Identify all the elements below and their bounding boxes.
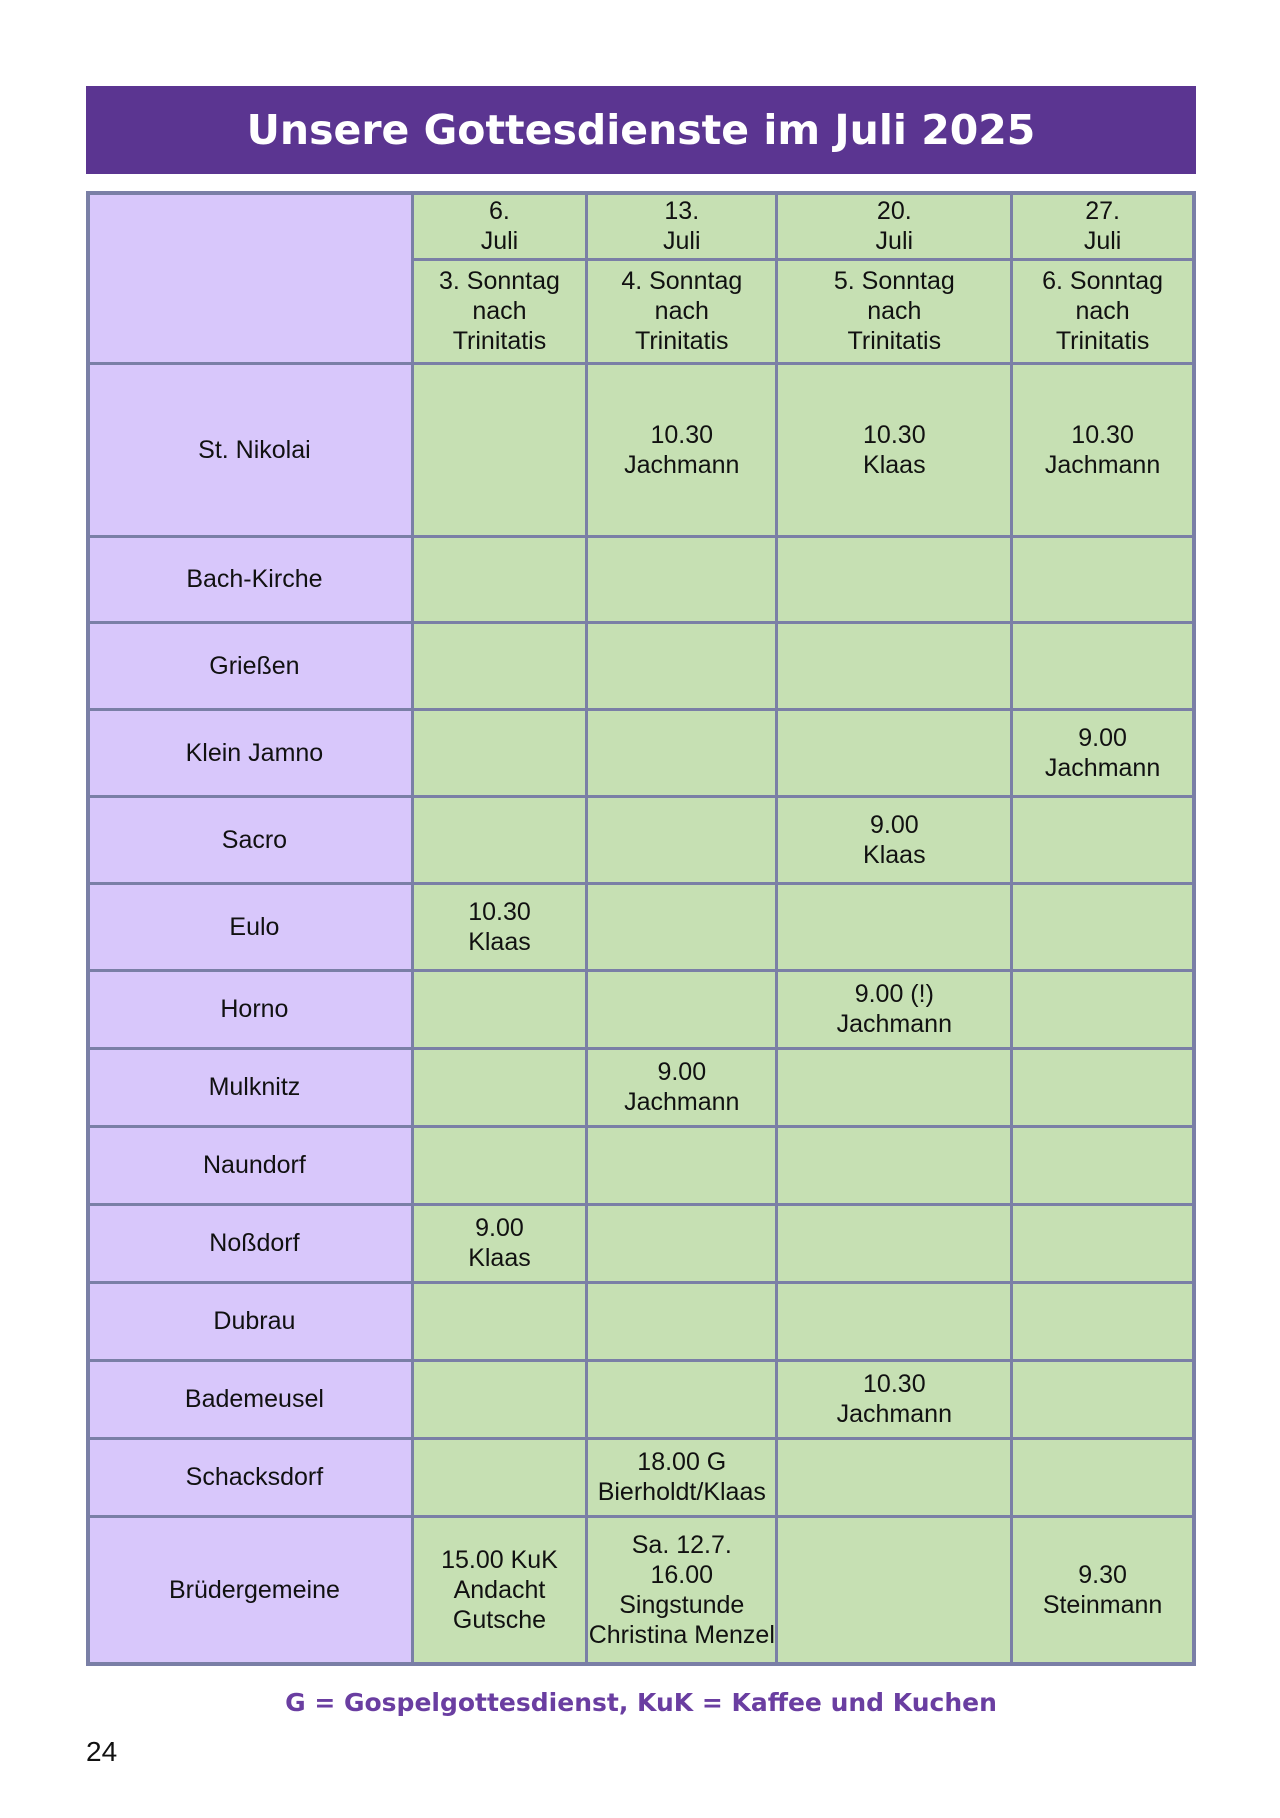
table-row <box>88 536 1194 622</box>
table-row <box>88 709 1194 796</box>
place-name: Dubrau <box>88 1282 412 1360</box>
service-cell <box>412 1282 586 1360</box>
service-cell: 15.00 KuK Andacht Gutsche <box>412 1516 586 1664</box>
date-header: 13. Juli <box>587 193 777 259</box>
service-cell: 9.30 Steinmann <box>1012 1516 1194 1664</box>
date-header-row <box>88 193 1194 259</box>
sunday-header: 6. Sonntag nach Trinitatis <box>1012 259 1194 363</box>
place-name: St. Nikolai <box>88 363 412 536</box>
place-name: Horno <box>88 970 412 1048</box>
service-cell <box>587 1282 777 1360</box>
legend-text: G = Gospelgottesdienst, KuK = Kaffee und Kuchen <box>285 1688 997 1717</box>
table-row <box>88 1360 1194 1438</box>
service-cell <box>1012 796 1194 883</box>
service-cell <box>412 970 586 1048</box>
service-cell <box>412 796 586 883</box>
table-row <box>88 1438 1194 1516</box>
service-cell <box>412 363 586 536</box>
place-name: Noßdorf <box>88 1204 412 1282</box>
service-cell: Sa. 12.7. 16.00 Singstunde Christina Menzel <box>587 1516 777 1664</box>
service-cell <box>587 970 777 1048</box>
service-cell <box>587 1360 777 1438</box>
service-cell: 9.00 Jachmann <box>1012 709 1194 796</box>
title-banner <box>86 86 1196 174</box>
place-name: Naundorf <box>88 1126 412 1204</box>
service-cell <box>1012 536 1194 622</box>
service-cell: 10.30 Klaas <box>412 883 586 970</box>
service-cell <box>412 709 586 796</box>
date-header: 27. Juli <box>1012 193 1194 259</box>
date-header: 6. Juli <box>412 193 586 259</box>
service-cell <box>777 1126 1012 1204</box>
date-header: 20. Juli <box>777 193 1012 259</box>
table-row <box>88 363 1194 536</box>
service-cell <box>412 1438 586 1516</box>
service-schedule-table <box>86 191 1196 1666</box>
service-cell: 18.00 G Bierholdt/Klaas <box>587 1438 777 1516</box>
service-cell <box>1012 1048 1194 1126</box>
service-cell <box>1012 1282 1194 1360</box>
service-cell <box>1012 883 1194 970</box>
service-cell: 9.00 Klaas <box>777 796 1012 883</box>
service-cell <box>777 883 1012 970</box>
service-cell: 10.30 Jachmann <box>777 1360 1012 1438</box>
service-cell <box>777 1438 1012 1516</box>
service-cell <box>587 1204 777 1282</box>
table-row <box>88 1126 1194 1204</box>
table-row <box>88 1048 1194 1126</box>
table-row <box>88 970 1194 1048</box>
service-cell <box>587 1126 777 1204</box>
place-name: Bademeusel <box>88 1360 412 1438</box>
place-name: Schacksdorf <box>88 1438 412 1516</box>
service-cell <box>412 1126 586 1204</box>
service-cell <box>1012 1204 1194 1282</box>
service-cell: 9.00 Jachmann <box>587 1048 777 1126</box>
service-cell <box>1012 970 1194 1048</box>
service-cell: 9.00 (!) Jachmann <box>777 970 1012 1048</box>
sunday-header: 5. Sonntag nach Trinitatis <box>777 259 1012 363</box>
table-row <box>88 1282 1194 1360</box>
table-row <box>88 1204 1194 1282</box>
place-name: Eulo <box>88 883 412 970</box>
place-name: Sacro <box>88 796 412 883</box>
place-name: Grießen <box>88 622 412 709</box>
service-cell <box>412 1048 586 1126</box>
service-cell <box>777 1516 1012 1664</box>
service-cell <box>587 622 777 709</box>
service-cell <box>587 536 777 622</box>
service-cell: 10.30 Jachmann <box>587 363 777 536</box>
service-cell <box>777 622 1012 709</box>
corner-cell <box>88 193 412 363</box>
service-cell <box>1012 1360 1194 1438</box>
sunday-header: 3. Sonntag nach Trinitatis <box>412 259 586 363</box>
service-cell: 10.30 Klaas <box>777 363 1012 536</box>
table-row <box>88 622 1194 709</box>
service-cell <box>1012 1126 1194 1204</box>
service-cell: 9.00 Klaas <box>412 1204 586 1282</box>
service-cell <box>777 1204 1012 1282</box>
table-row <box>88 796 1194 883</box>
sunday-header: 4. Sonntag nach Trinitatis <box>587 259 777 363</box>
service-cell <box>1012 622 1194 709</box>
service-cell <box>1012 1438 1194 1516</box>
place-name: Bach-Kirche <box>88 536 412 622</box>
place-name: Mulknitz <box>88 1048 412 1126</box>
service-cell <box>412 536 586 622</box>
service-cell: 10.30 Jachmann <box>1012 363 1194 536</box>
service-cell <box>587 796 777 883</box>
service-cell <box>777 1048 1012 1126</box>
page-number: 24 <box>86 1736 118 1767</box>
page-title: Unsere Gottesdienste im Juli 2025 <box>246 106 1036 154</box>
table-row <box>88 1516 1194 1664</box>
service-cell <box>777 536 1012 622</box>
service-cell <box>587 709 777 796</box>
place-name: Klein Jamno <box>88 709 412 796</box>
service-cell <box>587 883 777 970</box>
table-row <box>88 883 1194 970</box>
service-cell <box>777 1282 1012 1360</box>
service-cell <box>412 622 586 709</box>
service-cell <box>777 709 1012 796</box>
place-name: Brüdergemeine <box>88 1516 412 1664</box>
service-cell <box>412 1360 586 1438</box>
